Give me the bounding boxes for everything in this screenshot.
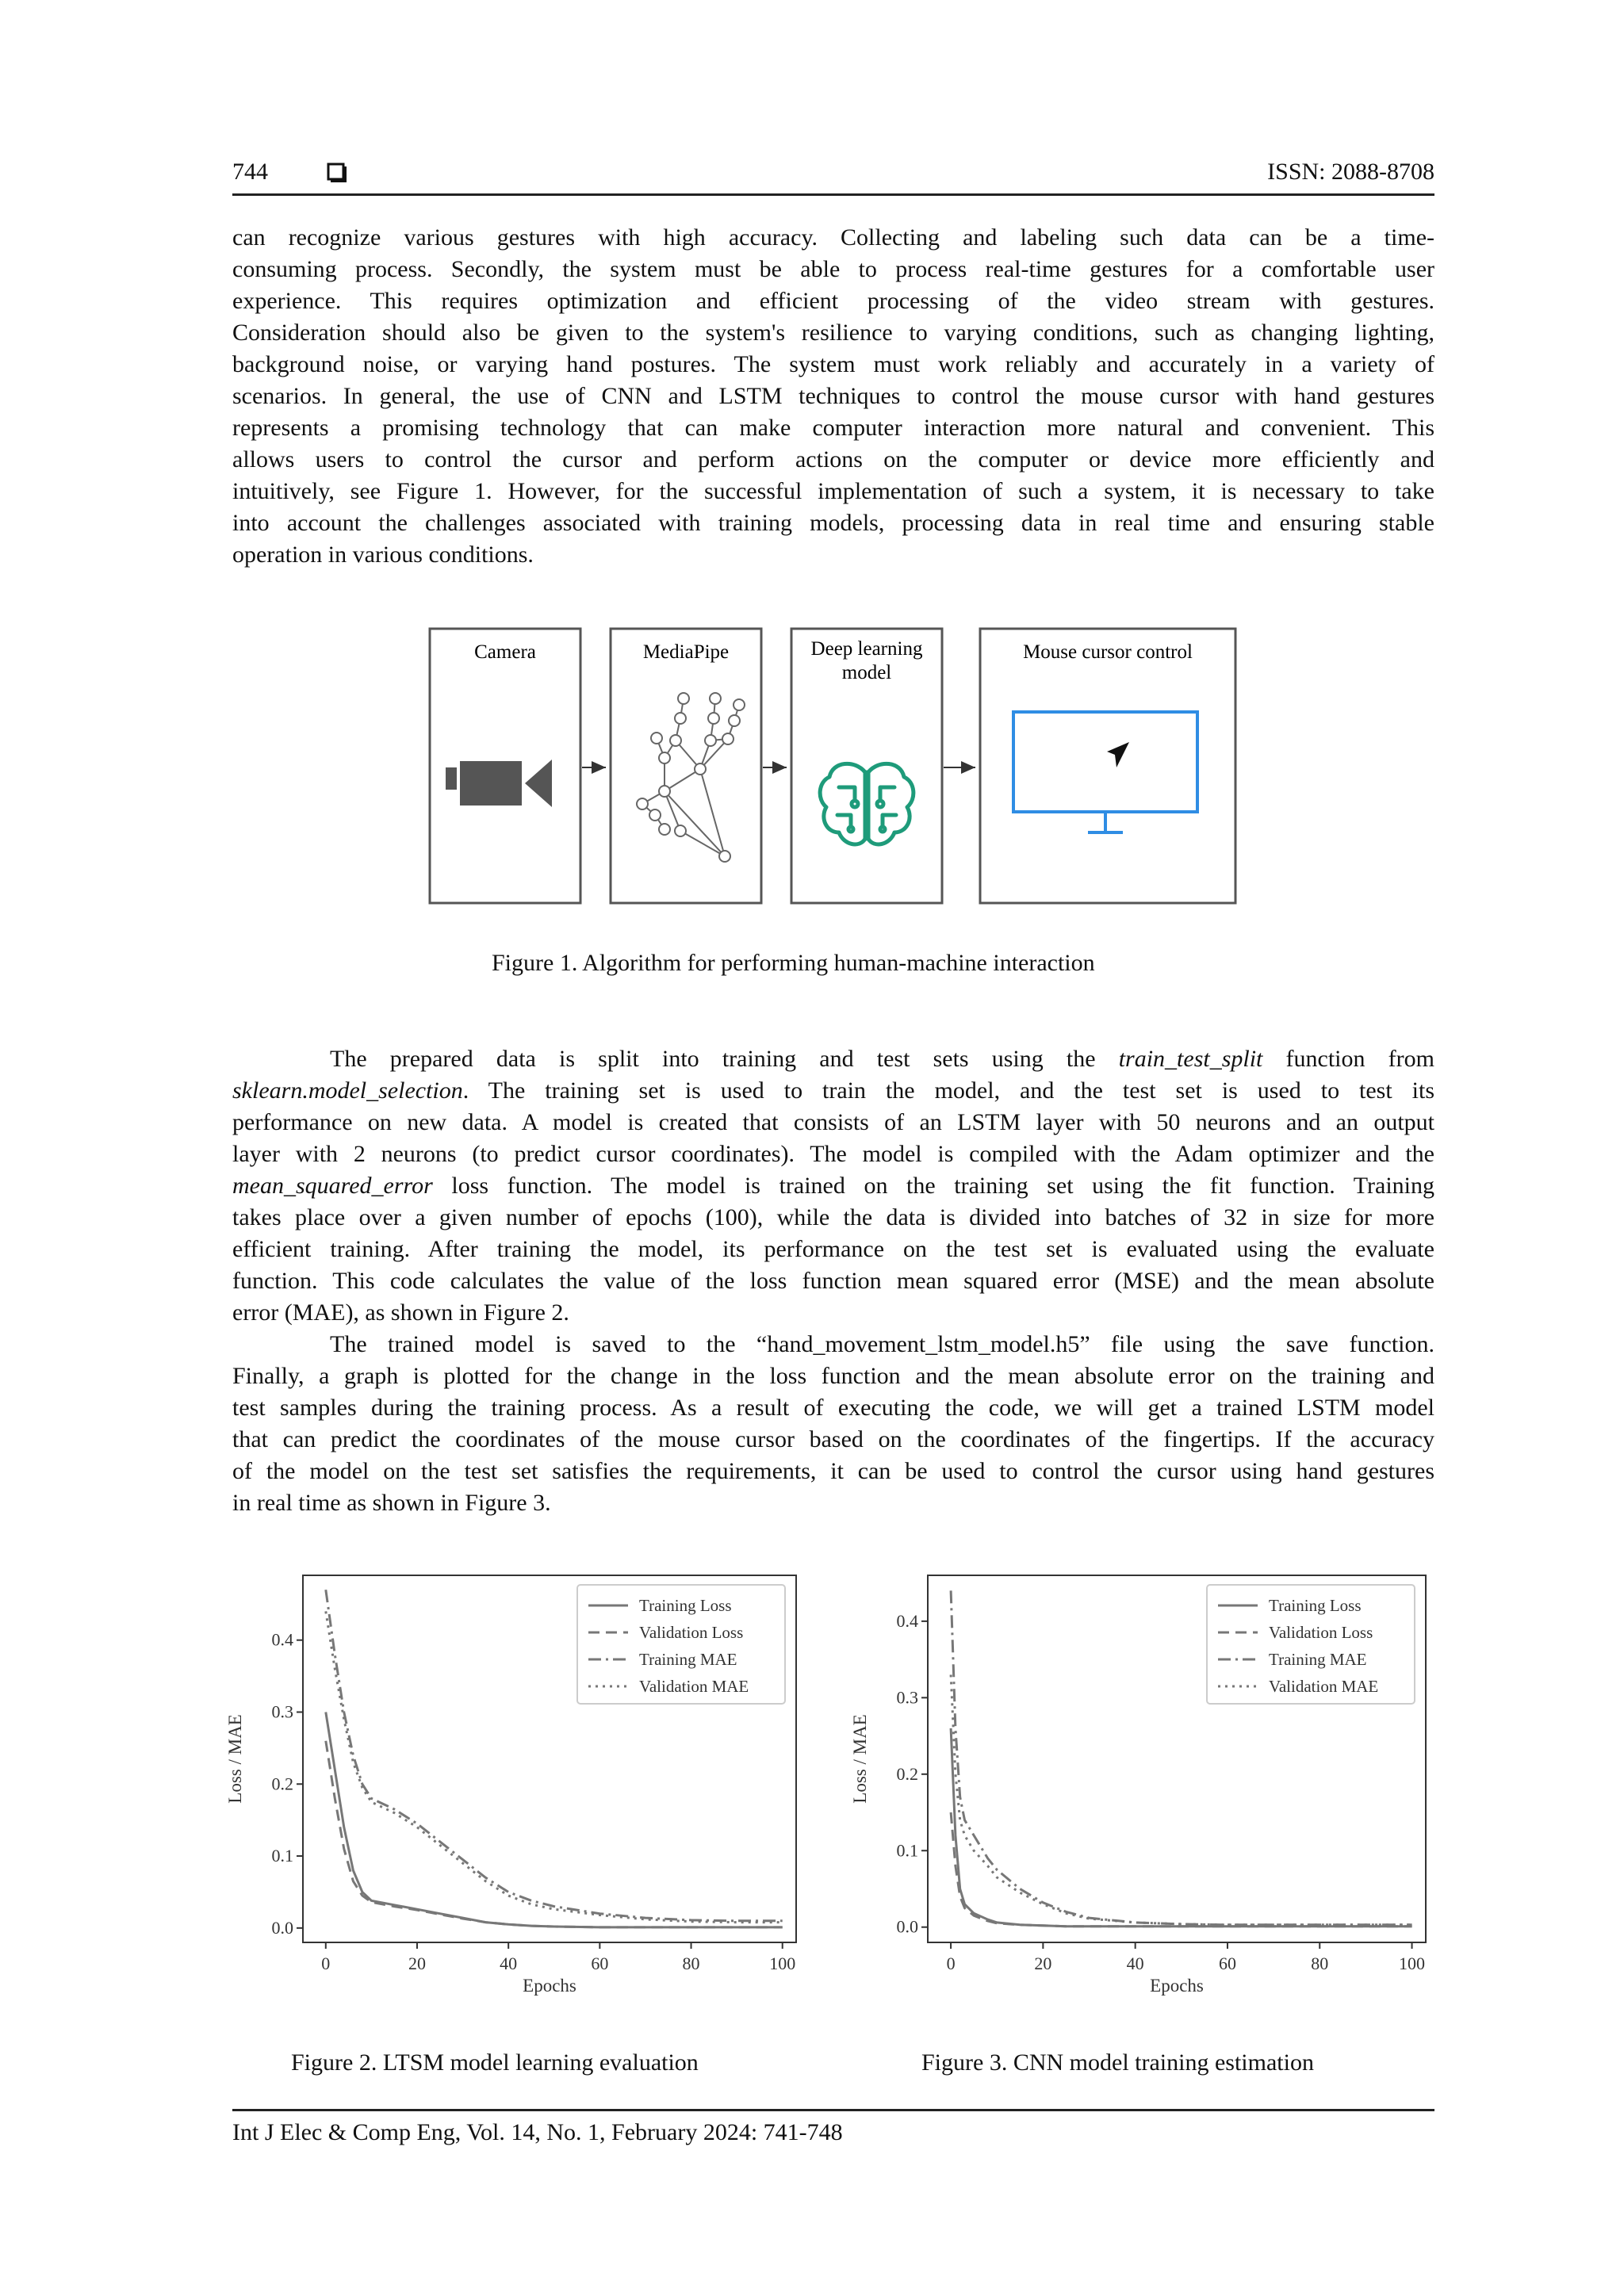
- text-line: The trained model is saved to the “hand_movement_lstm_model.h5” file using the save function.: [330, 1331, 1434, 1357]
- y-tick-label: 0.4: [271, 1629, 293, 1650]
- mouse-control-label: Mouse cursor control: [1023, 641, 1193, 663]
- figure-3-caption: Figure 3. CNN model training estimation: [921, 2049, 1314, 2076]
- deep-learning-label: Deep learning: [810, 638, 923, 660]
- paragraph-1: [232, 222, 1434, 571]
- legend-label: Validation Loss: [1269, 1623, 1373, 1642]
- figure-2-caption: Figure 2. LTSM model learning evaluation: [291, 2049, 699, 2076]
- legend-label: Training MAE: [1269, 1650, 1367, 1669]
- issn: ISSN: 2088-8708: [1267, 159, 1434, 185]
- text-line: test samples during the training process. As a result of executing the code, we will get a trained LSTM model: [232, 1395, 1434, 1421]
- text-line: consuming process. Secondly, the system must be able to process real-time gestures for a comfortable user: [232, 256, 1434, 282]
- x-tick-label: 80: [1311, 1954, 1329, 1973]
- code-ref: train_test_split: [1118, 1046, 1263, 1072]
- y-tick-label: 0.3: [896, 1687, 918, 1708]
- text-line: layer with 2 neurons (to predict cursor coordinates). The model is compiled with the Adam optimizer and the: [232, 1141, 1434, 1167]
- text-line: intuitively, see Figure 1. However, for the successful implementation of such a system, it is necessary to take: [232, 478, 1434, 504]
- text-line: experience. This requires optimization and efficient processing of the video stream with gestures.: [232, 288, 1434, 314]
- x-tick-label: 40: [500, 1954, 518, 1973]
- mouse-control-box: [980, 629, 1235, 903]
- camera-box: [430, 629, 580, 903]
- y-tick-label: 0.2: [896, 1763, 918, 1784]
- text-line: [232, 1075, 1434, 1107]
- text-line: represents a promising technology that can make computer interaction more natural and convenient. This: [232, 415, 1434, 441]
- text-line: allows users to control the cursor and perform actions on the computer or device more efficiently and: [232, 446, 1434, 473]
- y-tick-label: 0.3: [271, 1701, 293, 1722]
- legend-label: Training Loss: [639, 1596, 732, 1615]
- legend-label: Validation MAE: [639, 1677, 749, 1696]
- y-tick-label: 0.0: [896, 1916, 918, 1937]
- text-line: function. This code calculates the value of the loss function mean squared error (MSE) and the mean absolute: [232, 1268, 1434, 1294]
- figure-2-chart: [225, 1566, 809, 2010]
- figure-1-caption: Figure 1. Algorithm for performing human-machine interaction: [492, 950, 1095, 976]
- text-span: The prepared data is split into training and test sets using the: [330, 1046, 1119, 1072]
- code-ref: mean_squared_error: [232, 1173, 433, 1199]
- text-line: performance on new data. A model is created that consists of an LSTM layer with 50 neurons and an output: [232, 1109, 1434, 1135]
- figure-3-chart: [850, 1566, 1442, 2010]
- box-bullet-icon: [326, 162, 348, 184]
- text-line: can recognize various gestures with high accuracy. Collecting and labeling such data can be a time-: [232, 224, 1434, 251]
- code-ref: sklearn.model_selection: [232, 1077, 463, 1104]
- footer-citation: Int J Elec & Comp Eng, Vol. 14, No. 1, February 2024: 741-748: [232, 2119, 843, 2145]
- mediapipe-box: [611, 629, 761, 903]
- text-line: that can predict the coordinates of the mouse cursor based on the coordinates of the fingertips. If the accuracy: [232, 1426, 1434, 1452]
- legend-label: Training MAE: [639, 1650, 737, 1669]
- page-number: 744: [232, 159, 268, 185]
- text-line: of the model on the test set satisfies the requirements, it can be used to control the cursor using hand gestures: [232, 1458, 1434, 1484]
- text-span: function from: [1262, 1046, 1434, 1072]
- legend-label: Training Loss: [1269, 1596, 1362, 1615]
- text-line: Consideration should also be given to the system's resilience to varying conditions, such as changing lighting,: [232, 320, 1434, 346]
- page-footer: [232, 2109, 1434, 2159]
- x-tick-label: 60: [1218, 1954, 1236, 1973]
- legend-label: Validation MAE: [1269, 1677, 1379, 1696]
- x-axis-label: Epochs: [1150, 1976, 1204, 1996]
- text-line: in real time as shown in Figure 3.: [232, 1490, 551, 1516]
- x-axis-label: Epochs: [523, 1976, 576, 1996]
- paragraph-3: [232, 1329, 1434, 1519]
- x-tick-label: 40: [1126, 1954, 1144, 1973]
- figure-1-diagram: [427, 625, 1239, 906]
- x-tick-label: 80: [682, 1954, 700, 1973]
- x-tick-label: 60: [591, 1954, 609, 1973]
- x-tick-label: 100: [769, 1954, 796, 1973]
- y-tick-label: 0.1: [896, 1840, 918, 1861]
- y-tick-label: 0.4: [896, 1610, 918, 1631]
- text-line: efficient training. After training the model, its performance on the test set is evaluated using the evaluate: [232, 1236, 1434, 1262]
- legend-label: Validation Loss: [639, 1623, 744, 1642]
- text-span: . The training set is used to train the model, and the test set is used to test its: [462, 1077, 1434, 1104]
- y-axis-label: Loss / MAE: [225, 1714, 245, 1804]
- camera-label: Camera: [474, 641, 536, 663]
- x-tick-label: 0: [946, 1954, 956, 1973]
- page-header: [232, 155, 1434, 196]
- text-line: Finally, a graph is plotted for the change in the loss function and the mean absolute error on the training and: [232, 1363, 1434, 1389]
- text-line: operation in various conditions.: [232, 541, 534, 568]
- x-tick-label: 20: [408, 1954, 426, 1973]
- deep-learning-box: [791, 629, 942, 903]
- mediapipe-label: MediaPipe: [642, 641, 730, 663]
- y-tick-label: 0.2: [271, 1774, 293, 1794]
- y-axis-label: Loss / MAE: [850, 1714, 870, 1804]
- text-line: into account the challenges associated with training models, processing data in real time and ensuring stable: [232, 510, 1434, 536]
- y-tick-label: 0.1: [271, 1846, 293, 1866]
- x-tick-label: 100: [1399, 1954, 1426, 1973]
- text-span: loss function. The model is trained on the training set using the fit function. Training: [432, 1173, 1434, 1199]
- text-line: error (MAE), as shown in Figure 2.: [232, 1299, 569, 1326]
- paragraph-2: [232, 1043, 1434, 1329]
- text-line: background noise, or varying hand postures. The system must work reliably and accurately in a variety of: [232, 351, 1434, 377]
- text-line: takes place over a given number of epochs (100), while the data is divided into batches of 32 in size for more: [232, 1204, 1434, 1230]
- y-tick-label: 0.0: [271, 1917, 293, 1938]
- text-line: scenarios. In general, the use of CNN and LSTM techniques to control the mouse cursor with hand gestures: [232, 383, 1434, 409]
- x-tick-label: 0: [321, 1954, 331, 1973]
- model-label: model: [841, 662, 892, 683]
- x-tick-label: 20: [1034, 1954, 1052, 1973]
- text-line: [232, 1170, 1434, 1202]
- text-line: [232, 1043, 1434, 1075]
